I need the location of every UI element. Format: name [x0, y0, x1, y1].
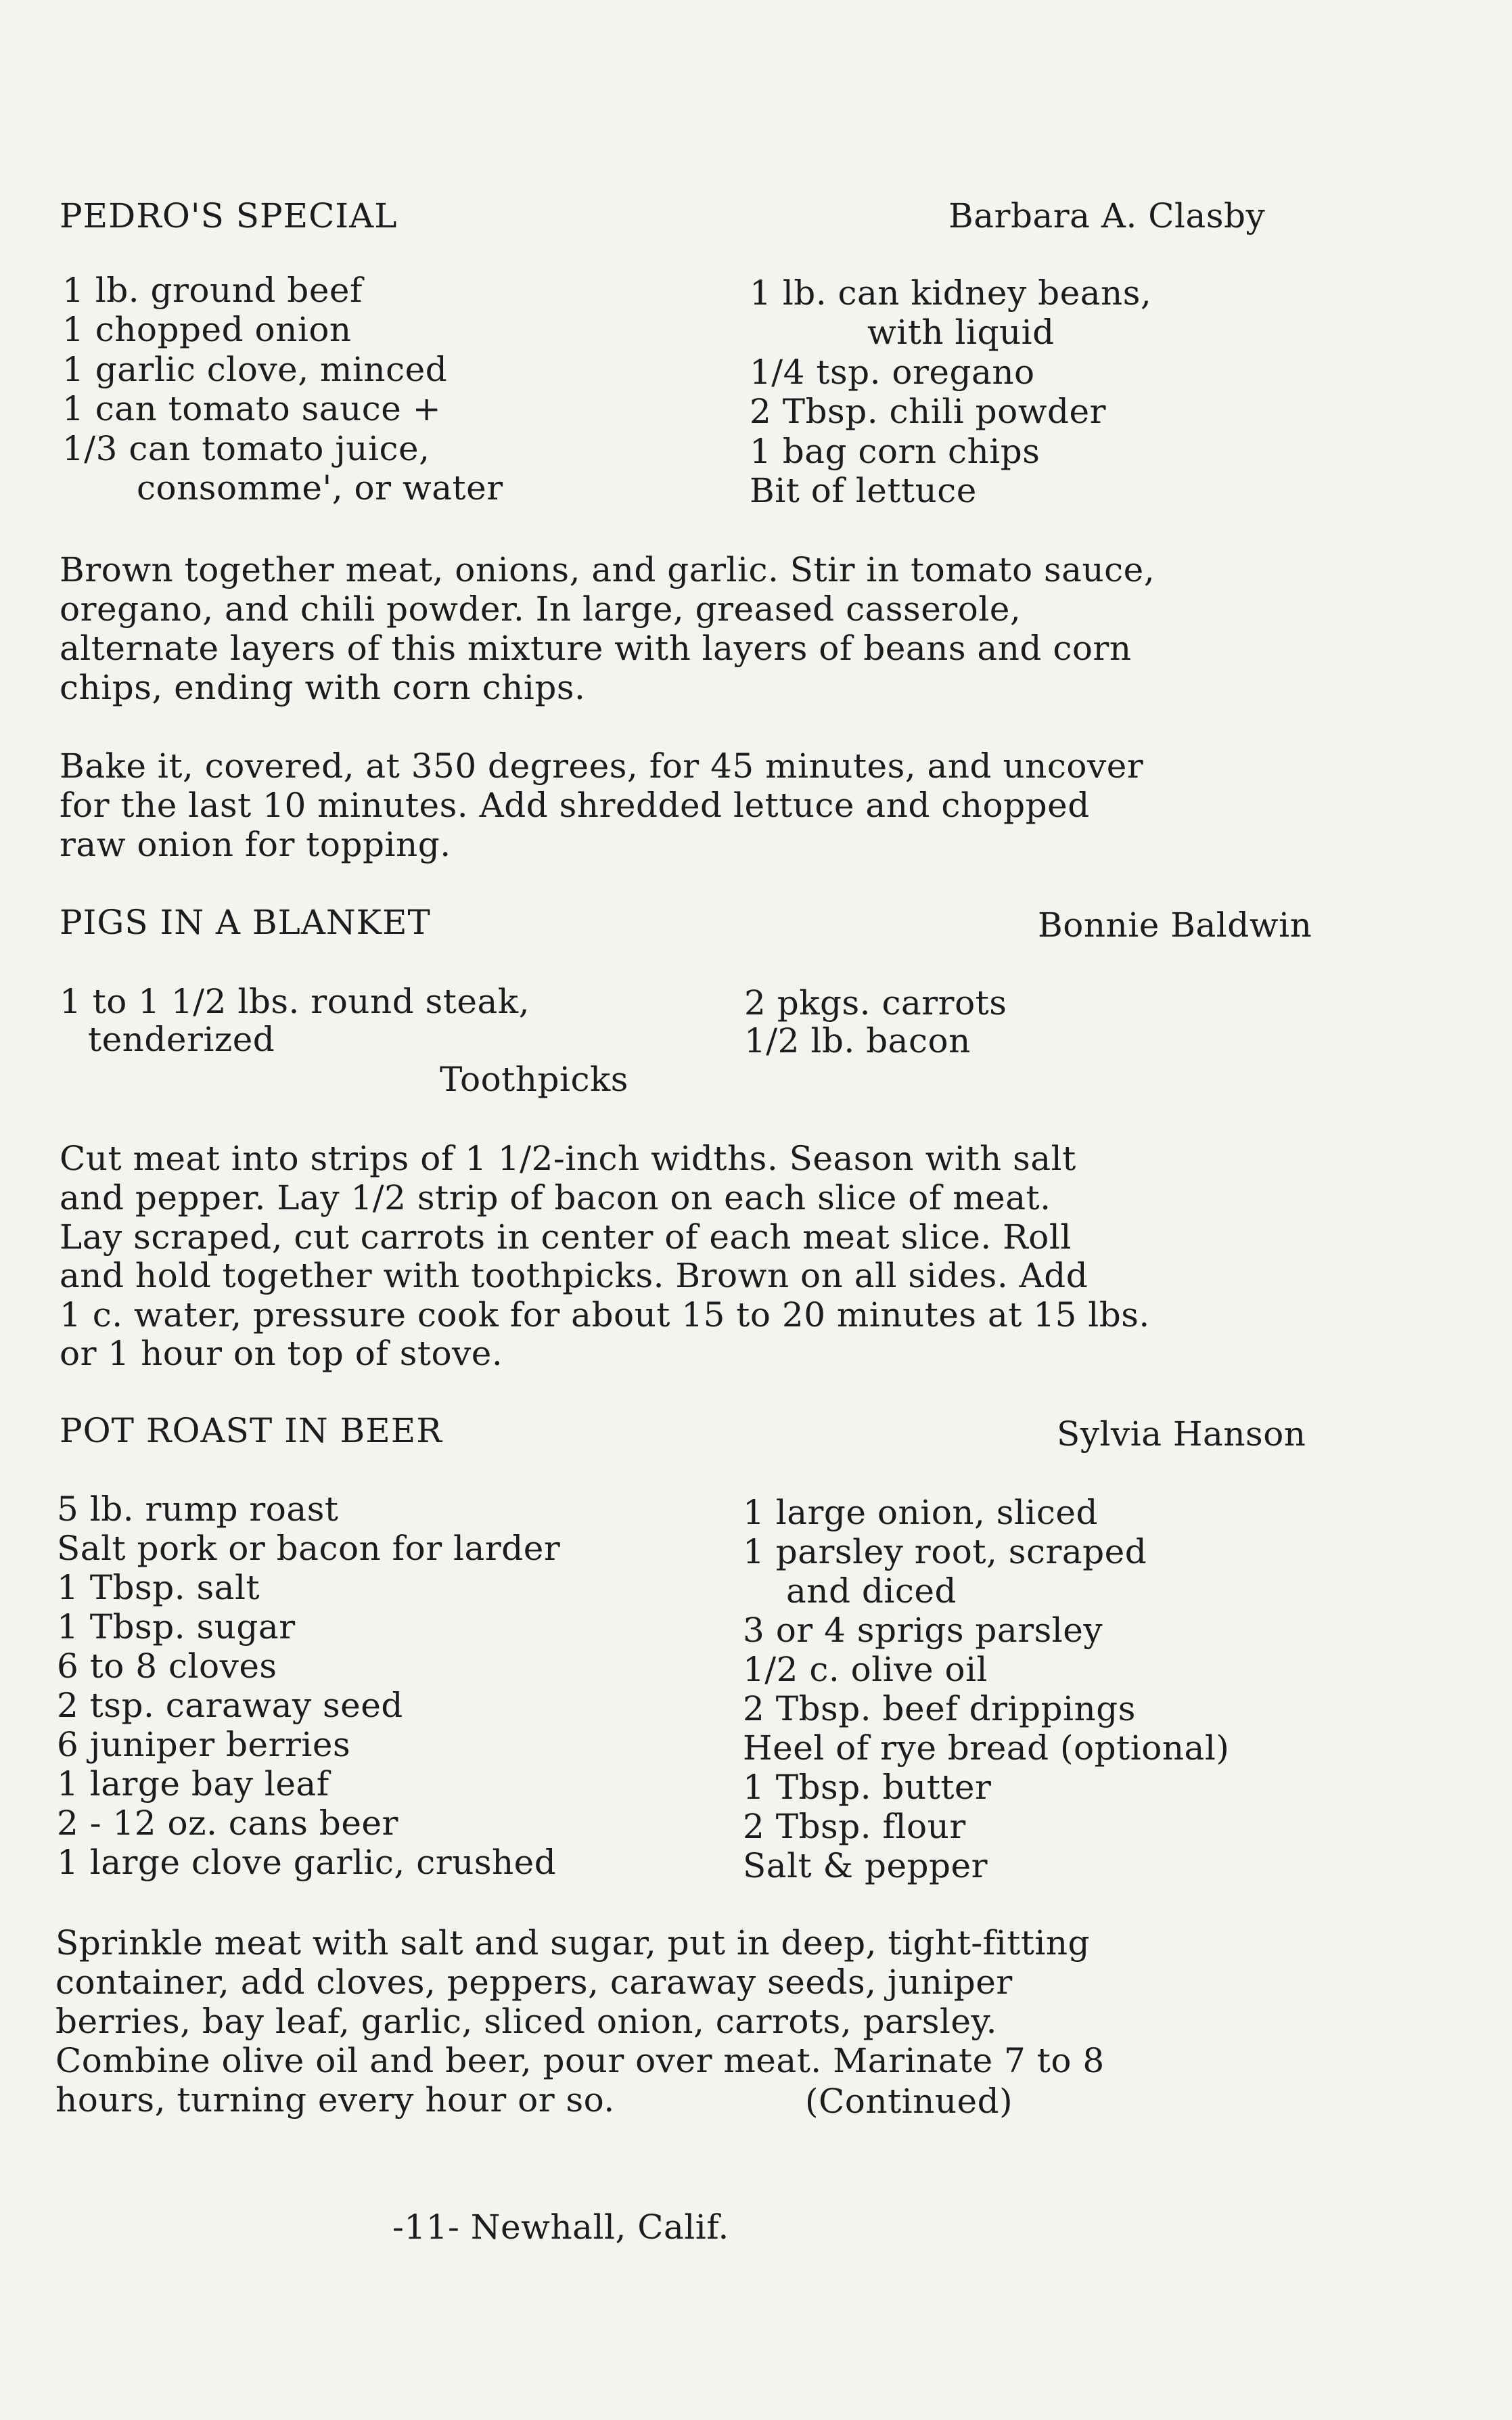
ingredient: and diced — [786, 1571, 957, 1611]
ingredient: 1 Tbsp. butter — [743, 1768, 992, 1807]
ingredient: 2 tsp. caraway seed — [57, 1686, 403, 1725]
ingredient: Bit of lettuce — [750, 471, 977, 510]
direction-line: berries, bay leaf, garlic, sliced onion, carrots, parsley. — [55, 2002, 998, 2041]
recipe-title: PIGS IN A BLANKET — [60, 903, 431, 942]
ingredient: 1 chopped onion — [62, 310, 352, 349]
ingredient: 1 large onion, sliced — [743, 1493, 1099, 1532]
direction-line: container, add cloves, peppers, caraway seeds, juniper — [55, 1963, 1013, 2002]
direction-line: 1 c. water, pressure cook for about 15 to 20 minutes at 15 lbs. — [60, 1295, 1150, 1335]
direction-line: and pepper. Lay 1/2 strip of bacon on each slice of meat. — [60, 1178, 1051, 1217]
ingredient: Heel of rye bread (optional) — [743, 1728, 1230, 1768]
direction-line: oregano, and chili powder. In large, greased casserole, — [60, 589, 1022, 629]
ingredient: Salt & pepper — [743, 1846, 988, 1885]
ingredient: with liquid — [867, 313, 1055, 352]
ingredient: 1 large clove garlic, crushed — [57, 1843, 557, 1882]
ingredient: tenderized — [88, 1020, 275, 1059]
direction-line: and hold together with toothpicks. Brown on all sides. Add — [60, 1256, 1089, 1295]
recipe-author: Bonnie Baldwin — [1038, 905, 1312, 945]
recipe-author: Barbara A. Clasby — [948, 196, 1266, 236]
ingredient: 1/4 tsp. oregano — [750, 353, 1035, 392]
continued-note: (Continued) — [805, 2082, 1013, 2121]
ingredient: 2 pkgs. carrots — [744, 983, 1007, 1023]
page-footer: -11- Newhall, Calif. — [392, 2208, 729, 2247]
ingredient: consomme', or water — [137, 468, 503, 508]
direction-line: Bake it, covered, at 350 degrees, for 45 minutes, and uncover — [60, 746, 1144, 786]
ingredient: 1/3 can tomato juice, — [62, 429, 430, 468]
direction-line: Brown together meat, onions, and garlic. Stir in tomato sauce, — [60, 550, 1155, 589]
recipe-author: Sylvia Hanson — [1057, 1414, 1306, 1454]
direction-line: or 1 hour on top of stove. — [60, 1334, 503, 1373]
ingredient: 1 can tomato sauce + — [62, 389, 442, 428]
ingredient: 1 Tbsp. sugar — [57, 1607, 296, 1646]
recipe-title: PEDRO'S SPECIAL — [60, 196, 398, 236]
direction-line: Combine olive oil and beer, pour over meat. Marinate 7 to 8 — [55, 2041, 1105, 2080]
ingredient: Toothpicks — [440, 1060, 628, 1099]
direction-line: Lay scraped, cut carrots in center of each meat slice. Roll — [60, 1217, 1072, 1257]
ingredient: 2 Tbsp. flour — [743, 1807, 966, 1846]
direction-line: chips, ending with corn chips. — [60, 668, 586, 707]
ingredient: 2 Tbsp. beef drippings — [743, 1689, 1136, 1728]
ingredient: 1 parsley root, scraped — [743, 1532, 1147, 1571]
ingredient: 1 large bay leaf — [57, 1764, 329, 1803]
ingredient: 1 to 1 1/2 lbs. round steak, — [60, 982, 530, 1021]
ingredient: 1 lb. can kidney beans, — [750, 273, 1152, 313]
ingredient: Salt pork or bacon for larder — [57, 1529, 561, 1568]
ingredient: 3 or 4 sprigs parsley — [743, 1611, 1103, 1650]
ingredient: 1/2 c. olive oil — [743, 1650, 988, 1689]
direction-line: raw onion for topping. — [60, 825, 451, 864]
ingredient: 1/2 lb. bacon — [744, 1021, 971, 1060]
ingredient: 6 juniper berries — [57, 1725, 351, 1764]
ingredient: 1 lb. ground beef — [62, 271, 363, 310]
direction-line: for the last 10 minutes. Add shredded lettuce and chopped — [60, 786, 1090, 825]
ingredient: 5 lb. rump roast — [57, 1489, 339, 1529]
ingredient: 2 - 12 oz. cans beer — [57, 1803, 398, 1843]
ingredient: 2 Tbsp. chili powder — [750, 392, 1106, 431]
ingredient: 1 garlic clove, minced — [62, 350, 448, 389]
ingredient: 6 to 8 cloves — [57, 1646, 277, 1686]
direction-line: alternate layers of this mixture with layers of beans and corn — [60, 629, 1132, 668]
direction-line: hours, turning every hour or so. — [55, 2080, 615, 2120]
recipe-title: POT ROAST IN BEER — [60, 1411, 442, 1450]
ingredient: 1 Tbsp. salt — [57, 1568, 260, 1607]
ingredient: 1 bag corn chips — [750, 432, 1040, 471]
direction-line: Sprinkle meat with salt and sugar, put in deep, tight-fitting — [55, 1923, 1091, 1963]
direction-line: Cut meat into strips of 1 1/2-inch widths. Season with salt — [60, 1139, 1076, 1178]
